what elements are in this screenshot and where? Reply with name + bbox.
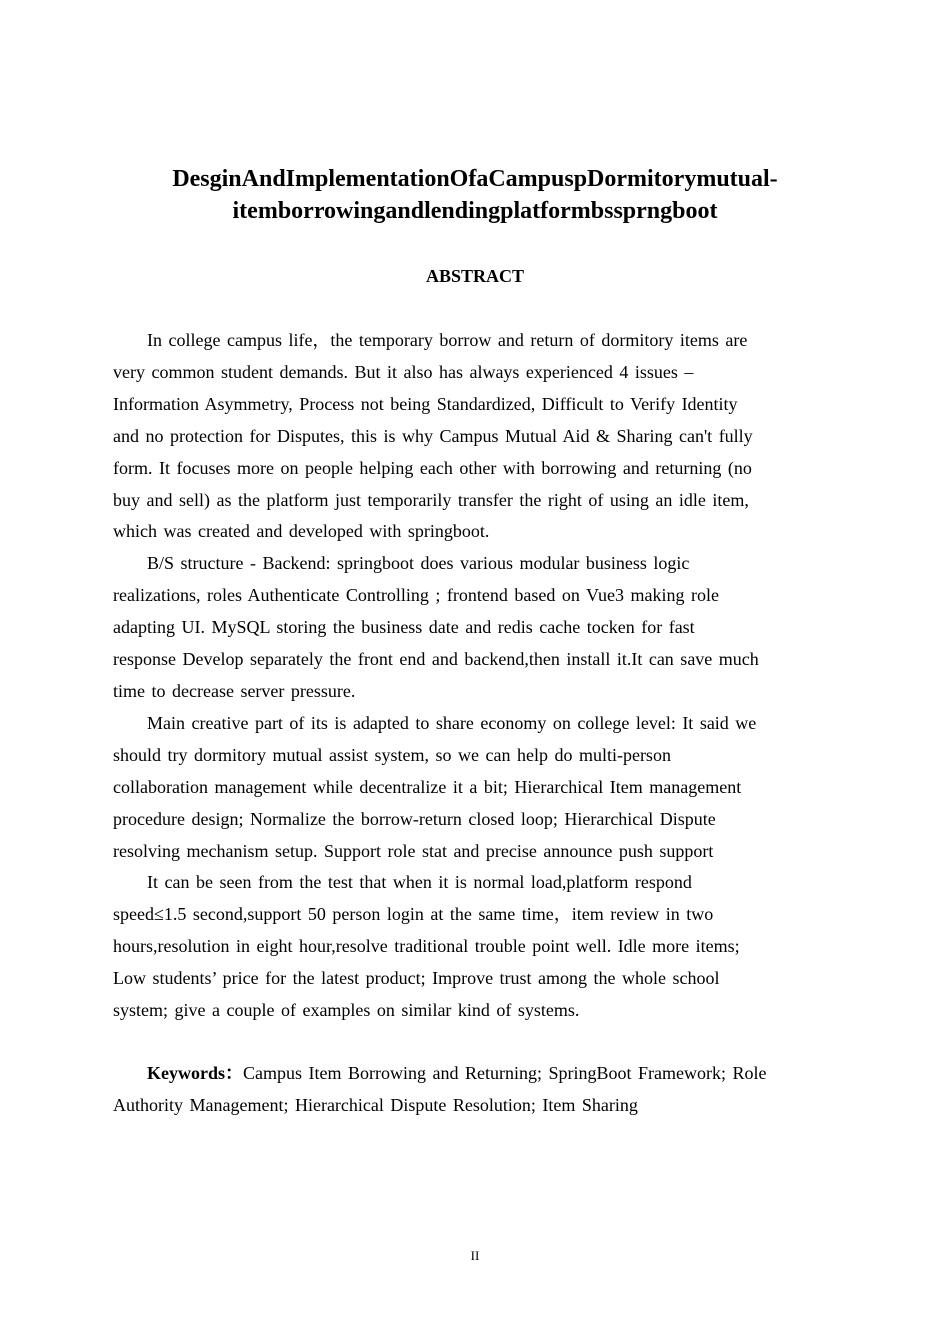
abstract-body bbox=[113, 325, 837, 1027]
abstract-paragraph bbox=[113, 708, 837, 868]
text-line: collaboration management while decentralize it a bit; Hierarchical Item management bbox=[113, 776, 742, 797]
text-line: form. It focuses more on people helping each other with borrowing and returning (no bbox=[113, 457, 752, 478]
page-number: II bbox=[470, 1248, 480, 1263]
keywords-section bbox=[113, 1058, 837, 1122]
title-line: DesginAndImplementationOfaCampuspDormitorymutual- bbox=[172, 166, 778, 192]
text-line: buy and sell) as the platform just temporarily transfer the right of using an idle item, bbox=[113, 489, 749, 510]
text-line: time to decrease server pressure. bbox=[113, 680, 356, 701]
text-line: hours,resolution in eight hour,resolve traditional trouble point well. Idle more items; bbox=[113, 936, 740, 957]
abstract-heading: ABSTRACT bbox=[425, 266, 525, 286]
text-line: resolving mechanism setup. Support role stat and precise announce push support bbox=[113, 840, 714, 861]
text-line: realizations, roles Authenticate Controlling ; frontend based on Vue3 making role bbox=[113, 585, 719, 606]
text-line: very common student demands. But it also has always experienced 4 issues – bbox=[113, 361, 694, 382]
text-line: Information Asymmetry, Process not being Standardized, Difficult to Verify Identity bbox=[113, 393, 738, 414]
text-line: It can be seen from the test that when it is normal load,platform respond bbox=[147, 872, 692, 893]
keywords-label: Keywords： bbox=[147, 1063, 243, 1083]
text-line: In college campus life，the temporary borrow and return of dormitory items are bbox=[147, 330, 748, 350]
text-line: B/S structure - Backend: springboot does various modular business logic bbox=[147, 553, 690, 574]
abstract-paragraph bbox=[113, 867, 837, 1027]
text-line: Main creative part of its is adapted to share economy on college level: It said we bbox=[147, 712, 757, 733]
text-line: Low students’ price for the latest product; Improve trust among the whole school bbox=[113, 968, 720, 989]
text-line: system; give a couple of examples on similar kind of systems. bbox=[113, 1000, 580, 1021]
abstract-paragraph bbox=[113, 548, 837, 708]
keywords-text: Campus Item Borrowing and Returning; SpringBoot Framework; Role bbox=[243, 1063, 767, 1083]
text-line: procedure design; Normalize the borrow-return closed loop; Hierarchical Dispute bbox=[113, 808, 716, 829]
keywords-line: Authority Management; Hierarchical Dispute Resolution; Item Sharing bbox=[113, 1094, 638, 1115]
text-line: response Develop separately the front end and backend,then install it.It can save much bbox=[113, 649, 759, 670]
text-line: speed≤1.5 second,support 50 person login at the same time，item review in two bbox=[113, 904, 714, 925]
title-line: itemborrowingandlendingplatformbssprngboot bbox=[232, 198, 718, 224]
text-line: and no protection for Disputes, this is why Campus Mutual Aid & Sharing can't fully bbox=[113, 425, 753, 446]
paper-title bbox=[113, 163, 837, 227]
abstract-paragraph bbox=[113, 325, 837, 548]
keywords-line bbox=[113, 1058, 837, 1090]
text-line: adapting UI. MySQL storing the business date and redis cache tocken for fast bbox=[113, 617, 695, 638]
text-line: which was created and developed with springboot. bbox=[113, 521, 490, 542]
text-line: should try dormitory mutual assist system, so we can help do multi-person bbox=[113, 744, 671, 765]
